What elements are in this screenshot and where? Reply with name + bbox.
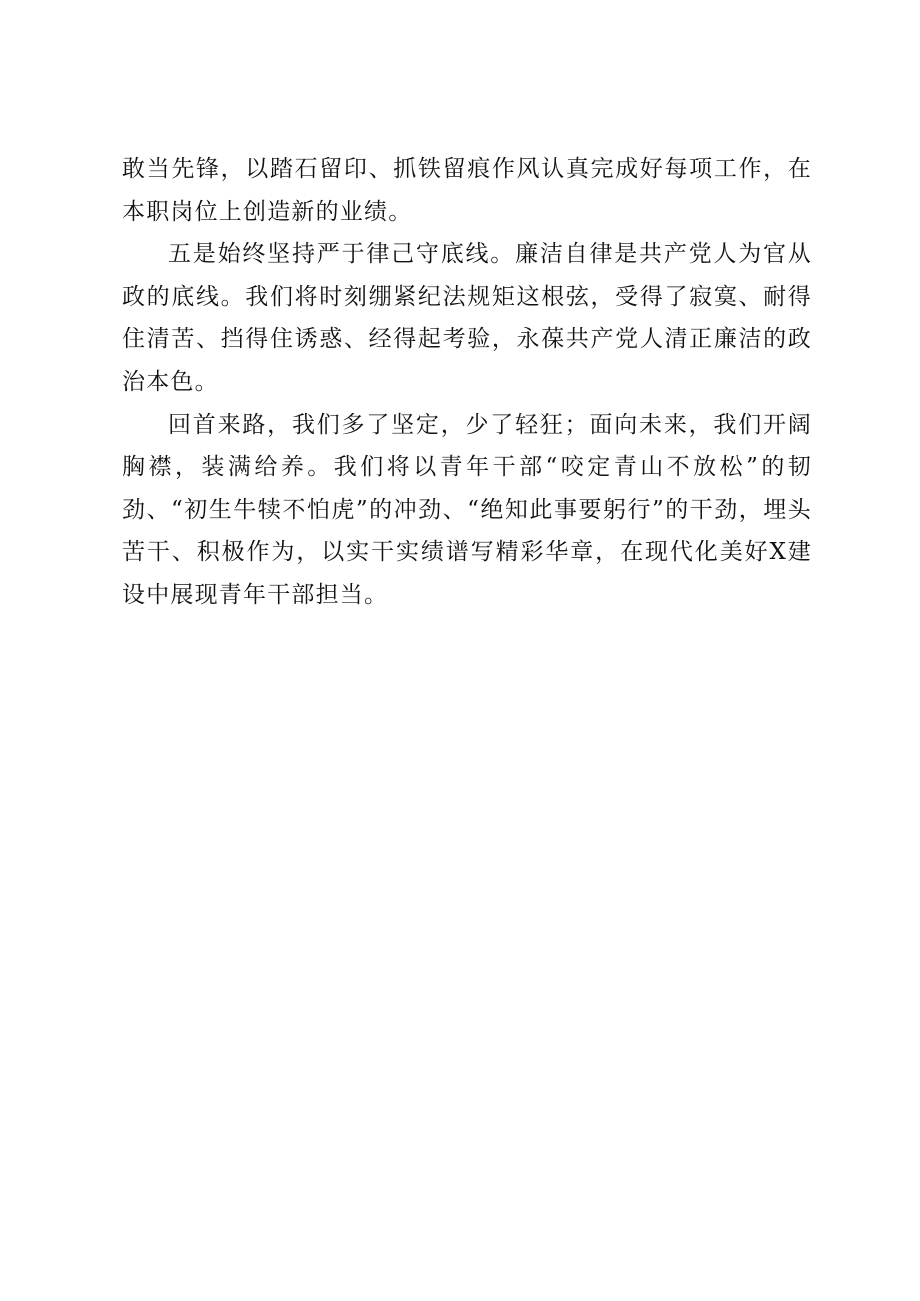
paragraph-continuation: 敢当先锋，以踏石留印、抓铁留痕作风认真完成好每项工作，在本职岗位上创造新的业绩。 <box>122 156 812 225</box>
paragraph-conclusion: 回首来路，我们多了坚定，少了轻狂；面向未来，我们开阔胸襟，装满给养。我们将以青年干部“咬定青山不放松”的韧劲、“初生牛犊不怕虎”的冲劲、“绝知此事要躬行”的干劲，埋头苦干、积极作为，以实干实绩谱写精彩华章，在现代化美好X建设中展现青年干部担当。 <box>122 411 812 608</box>
paragraph-self-discipline: 五是始终坚持严于律己守底线。廉洁自律是共产党人为官从政的底线。我们将时刻绷紧纪法规矩这根弦，受得了寂寞、耐得住清苦、挡得住诱惑、经得起考验，永葆共产党人清正廉洁的政治本色。 <box>122 241 812 395</box>
document-body <box>122 148 812 617</box>
